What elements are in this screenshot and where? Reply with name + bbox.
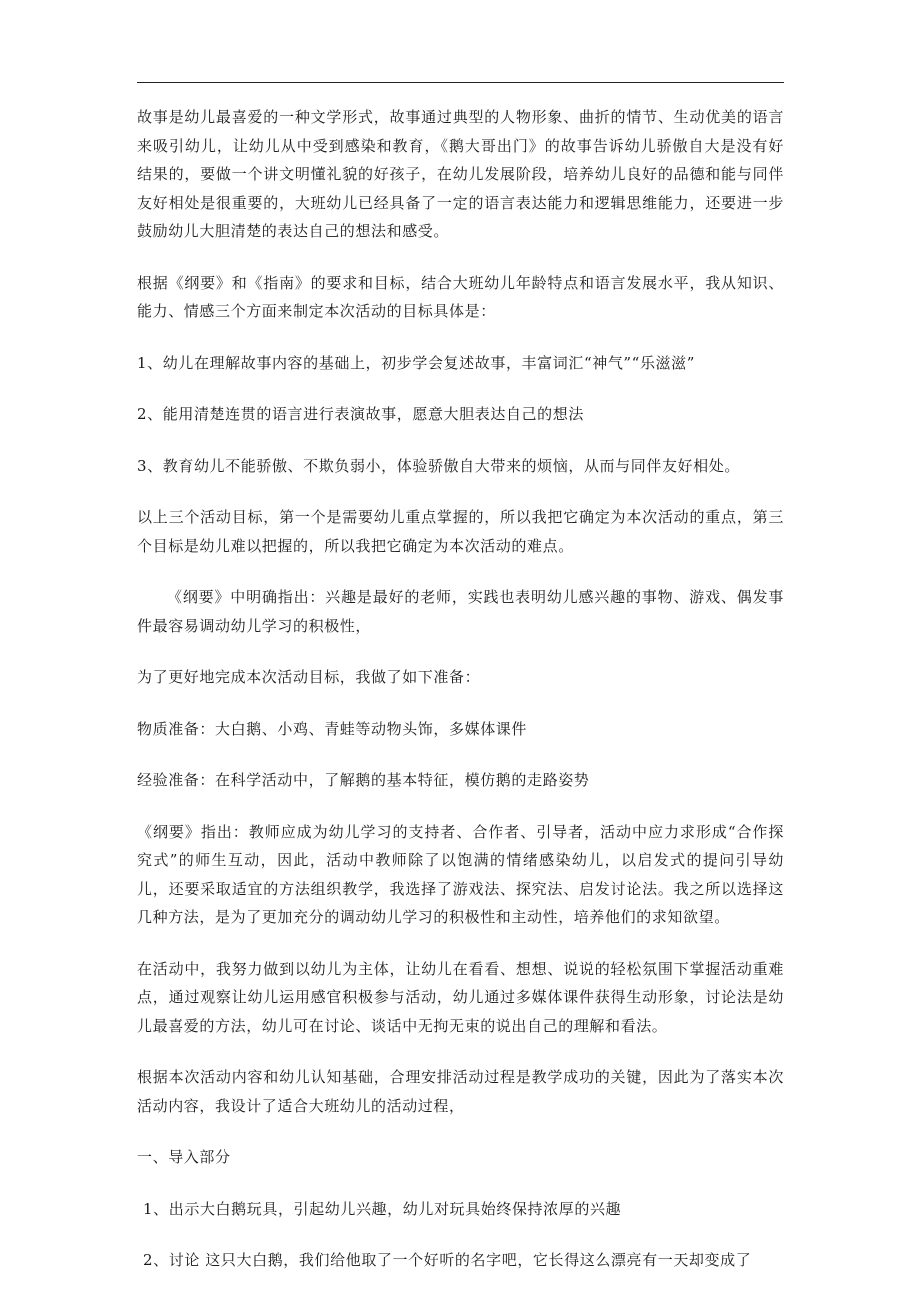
- section-heading-intro: 一、导入部分: [137, 1148, 231, 1166]
- paragraph-key-points: 以上三个活动目标，第一个是需要幼儿重点掌握的，所以我把它确定为本次活动的重点，第三个目标是幼儿难以把握的，所以我把它确定为本次活动的难点。: [137, 508, 784, 555]
- goal-item-1: 1、幼儿在理解故事内容的基础上，初步学会复述故事，丰富词汇“神气”“乐滋滋”: [137, 353, 696, 372]
- intro-step-1: 1、出示大白鹅玩具，引起幼儿兴趣，幼儿对玩具始终保持浓厚的兴趣: [143, 1199, 622, 1218]
- paragraph-intro: 故事是幼儿最喜爱的一种文学形式，故事通过典型的人物形象、曲折的情节、生动优美的语言来吸引幼儿，让幼儿从中受到感染和教育，《鹅大哥出门》的故事告诉幼儿骄傲自大是没有好结果的，要做一个讲文明懂礼貌的好孩子，在幼儿发展阶段，培养幼儿良好的品德和能与同伴友好相处是很重要的，大班幼儿已经具备了一定的语言表达能力和逻辑思维能力，还要进一步鼓励幼儿大胆清楚的表达自己的想法和感受。: [137, 108, 784, 240]
- document-body: [137, 103, 784, 1275]
- experience-preparation: 经验准备：在科学活动中，了解鹅的基本特征，模仿鹅的走路姿势: [137, 771, 590, 789]
- material-preparation: 物质准备：大白鹅、小鸡、青蛙等动物头饰，多媒体课件: [137, 719, 528, 738]
- paragraph-preparation-lead: 为了更好地完成本次活动目标，我做了如下准备：: [137, 668, 481, 686]
- paragraph-learning: 在活动中，我努力做到以幼儿为主体，让幼儿在看看、想想、说说的轻松氛围下掌握活动重难点，通过观察让幼儿运用感官积极参与活动，幼儿通过多媒体课件获得生动形象，讨论法是幼儿最喜爱的方法，幼儿可在讨论、谈话中无拘无束的说出自己的理解和看法。: [137, 959, 784, 1035]
- paragraph-methods: 《纲要》指出：教师应成为幼儿学习的支持者、合作者、引导者，活动中应力求形成“合作探究式”的师生互动，因此，活动中教师除了以饱满的情绪感染幼儿，以启发式的提问引导幼儿，还要采取适宜的方法组织教学，我选择了游戏法、探究法、启发讨论法。我之所以选择这几种方法，是为了更加充分的调动幼儿学习的积极性和主动性，培养他们的求知欲望。: [137, 822, 784, 926]
- header-rule: [137, 82, 784, 83]
- paragraph-process-lead: 根据本次活动内容和幼儿认知基础，合理安排活动过程是教学成功的关键，因此为了落实本次活动内容，我设计了适合大班幼儿的活动过程，: [137, 1068, 784, 1115]
- goal-item-2: 2、能用清楚连贯的语言进行表演故事，愿意大胆表达自己的想法: [137, 405, 584, 423]
- goal-item-3: 3、教育幼儿不能骄傲、不欺负弱小，体验骄傲自大带来的烦恼，从而与同伴友好相处。: [137, 456, 740, 475]
- paragraph-goals-lead: 根据《纲要》和《指南》的要求和目标，结合大班幼儿年龄特点和语言发展水平，我从知识、能力、情感三个方面来制定本次活动的目标具体是：: [137, 273, 784, 320]
- paragraph-interest: 《纲要》中明确指出：兴趣是最好的老师，实践也表明幼儿感兴趣的事物、游戏、偶发事件最容易调动幼儿学习的积极性，: [137, 588, 784, 635]
- intro-step-2: 2、讨论 这只大白鹅，我们给他取了一个好听的名字吧，它长得这么漂亮有一天却变成了: [143, 1251, 752, 1269]
